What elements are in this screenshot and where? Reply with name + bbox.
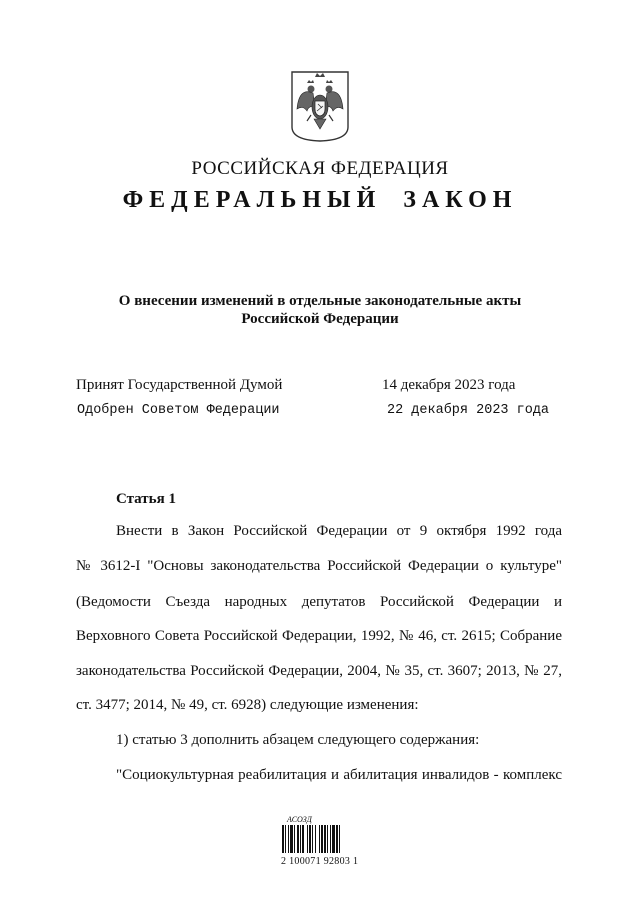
article-line-6: ст. 3477; 2014, № 49, ст. 6928) следующие изменения: [76, 697, 419, 713]
coat-of-arms-emblem [289, 69, 351, 143]
article-line-8: "Социокультурная реабилитация и абилитация инвалидов - комплекс [116, 767, 562, 783]
article-line-1: Внести в Закон Российской Федерации от 9 октября 1992 года [116, 523, 562, 539]
law-type-word-2: ЗАКОН [403, 187, 518, 213]
adopted-duma-date: 14 декабря 2023 года [382, 377, 516, 393]
law-title-line-2: Российской Федерации [241, 311, 399, 327]
article-line-3: (Ведомости Съезда народных депутатов Российской Федерации и [76, 594, 562, 610]
barcode-logo: АСОЗД [287, 815, 312, 824]
law-title-line-1: О внесении изменений в отдельные законодательные акты [118, 293, 522, 309]
article-line-7: 1) статью 3 дополнить абзацем следующего содержания: [116, 732, 480, 748]
barcode-icon [282, 825, 358, 853]
approved-council-date: 22 декабря 2023 года [387, 403, 550, 418]
article-line-4: Верховного Совета Российской Федерации, 1992, № 46, ст. 2615; Собрание [76, 628, 562, 644]
article-line-5: законодательства Российской Федерации, 2004, № 35, ст. 3607; 2013, № 27, [76, 663, 562, 679]
article-line-2: № 3612-I "Основы законодательства Российской Федерации о культуре" [76, 558, 562, 574]
adopted-duma-label: Принят Государственной Думой [76, 377, 283, 393]
law-type-word-1: ФЕДЕРАЛЬНЫЙ [122, 187, 382, 213]
barcode-number: 2 100071 92803 1 [281, 856, 359, 867]
law-type-heading [0, 187, 640, 214]
state-name: РОССИЙСКАЯ ФЕДЕРАЦИЯ [191, 158, 449, 179]
article-heading: Статья 1 [116, 491, 176, 507]
approved-council-label: Одобрен Советом Федерации [77, 403, 280, 418]
